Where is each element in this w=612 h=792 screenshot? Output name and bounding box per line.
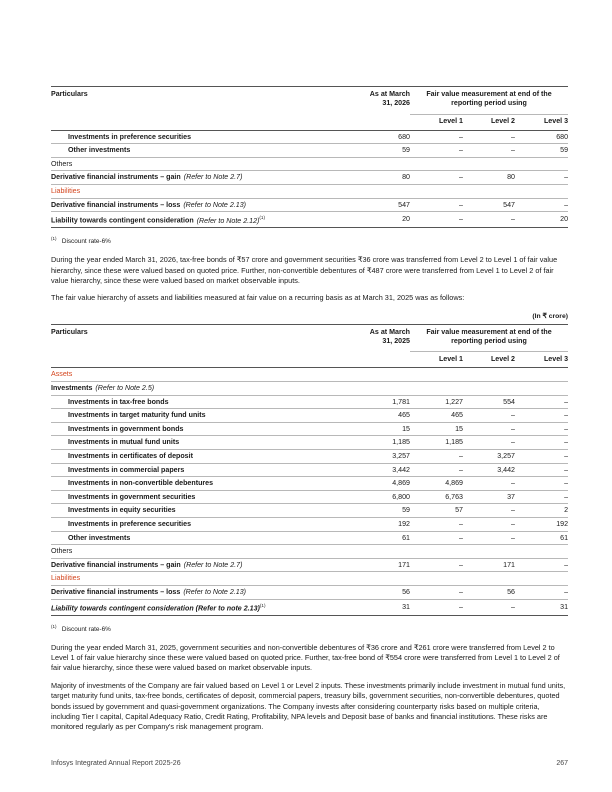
level-3-value: –	[515, 558, 568, 572]
row-label: Liability towards contingent consideration (Refer to Note 2.12)$^{(1)}$	[51, 212, 361, 228]
table-row	[51, 382, 568, 396]
as-at-value: 547	[361, 198, 410, 212]
row-label: Others	[51, 157, 361, 171]
level-3-value	[515, 572, 568, 586]
row-label: Investments in certificates of deposit	[51, 450, 361, 464]
level-3-value: 31	[515, 599, 568, 615]
row-label: Liabilities	[51, 572, 361, 586]
level-3-value: –	[515, 450, 568, 464]
row-label: Investments in equity securities	[51, 504, 361, 518]
level-3-value: 2	[515, 504, 568, 518]
level-1-value: –	[410, 198, 463, 212]
level-1-value: 15	[410, 422, 463, 436]
header-level-3: Level 3	[515, 114, 568, 130]
level-1-value: 465	[410, 409, 463, 423]
as-at-value: 4,869	[361, 477, 410, 491]
level-2-value: 56	[463, 585, 515, 599]
level-1-value: –	[410, 531, 463, 545]
level-2-value	[463, 545, 515, 559]
as-at-value: 59	[361, 504, 410, 518]
level-3-value: 192	[515, 517, 568, 531]
footnote-marker: (1)	[51, 236, 57, 242]
as-at-value: 171	[361, 558, 410, 572]
level-2-value: –	[463, 531, 515, 545]
level-2-value: –	[463, 212, 515, 228]
table-row	[51, 184, 568, 198]
level-2-value: 80	[463, 171, 515, 185]
level-2-value	[463, 382, 515, 396]
table-row	[51, 212, 568, 228]
level-1-value: –	[410, 212, 463, 228]
row-label: Investments (Refer to Note 2.5)	[51, 382, 361, 396]
level-2-value	[463, 368, 515, 382]
level-2-value: 554	[463, 395, 515, 409]
level-1-value	[410, 382, 463, 396]
footer-page-number: 267	[556, 760, 568, 767]
row-label: Investments in government bonds	[51, 422, 361, 436]
row-label: Others	[51, 545, 361, 559]
level-3-value: 680	[515, 130, 568, 144]
level-3-value	[515, 382, 568, 396]
row-label: Investments in preference securities	[51, 517, 361, 531]
row-label: Other investments	[51, 531, 361, 545]
header-as-at: As at March 31, 2026	[361, 87, 410, 115]
level-2-value: –	[463, 517, 515, 531]
table-row	[51, 130, 568, 144]
unit-label: (In ₹ crore)	[532, 312, 568, 320]
note-reference: (Refer to Note 2.5)	[95, 384, 155, 393]
table-row	[51, 477, 568, 491]
as-at-value	[361, 382, 410, 396]
table-row	[51, 558, 568, 572]
row-label: Investments in preference securities	[51, 130, 361, 144]
paragraph-intro-2025: The fair value hierarchy of assets and liabilities measured at fair value on a recurring basis as at March 31, 2025 was as follows:	[51, 293, 465, 303]
table-row	[51, 171, 568, 185]
level-1-value: –	[410, 558, 463, 572]
level-3-value: 59	[515, 144, 568, 158]
level-3-value: 61	[515, 531, 568, 545]
level-3-value: –	[515, 477, 568, 491]
level-2-value	[463, 157, 515, 171]
as-at-value: 20	[361, 212, 410, 228]
row-label: Investments in government securities	[51, 490, 361, 504]
level-1-value: –	[410, 144, 463, 158]
header-level-1: Level 1	[410, 352, 463, 368]
header-fair-value: Fair value measurement at end of the reporting period using	[410, 87, 568, 115]
note-reference: (Refer to Note 2.13)	[183, 200, 247, 209]
level-1-value: 6,763	[410, 490, 463, 504]
table-row	[51, 585, 568, 599]
header-blank	[361, 352, 410, 368]
row-label: Derivative financial instruments – gain (Refer to Note 2.7)	[51, 558, 361, 572]
header-particulars: Particulars	[51, 87, 361, 115]
level-1-value: –	[410, 599, 463, 615]
table-row	[51, 545, 568, 559]
level-2-value	[463, 572, 515, 586]
row-label: Other investments	[51, 144, 361, 158]
table-row	[51, 144, 568, 158]
level-2-value: –	[463, 130, 515, 144]
page-content	[51, 86, 568, 733]
paragraph-transfers-2026: During the year ended March 31, 2026, tax-free bonds of ₹57 crore and government securities ₹36 crore was transferred from Level 2 to Level 1 of fair value hierarchy, since these were valued based on quoted price. Further, non-convertible debentures of ₹487 crore were transferred from Level 1 to Level 2 of fair value hierarchy, since these were valued based on market observable inputs.	[51, 255, 558, 286]
as-at-value	[361, 184, 410, 198]
level-3-value: –	[515, 463, 568, 477]
as-at-value	[361, 545, 410, 559]
as-at-value	[361, 368, 410, 382]
level-1-value: –	[410, 171, 463, 185]
table-row	[51, 422, 568, 436]
level-1-value: –	[410, 517, 463, 531]
level-1-value	[410, 157, 463, 171]
row-label: Liabilities	[51, 184, 361, 198]
level-2-value: 37	[463, 490, 515, 504]
header-level-3: Level 3	[515, 352, 568, 368]
row-label: Investments in non-convertible debentures	[51, 477, 361, 491]
table-row	[51, 368, 568, 382]
level-3-value: –	[515, 198, 568, 212]
table-row	[51, 599, 568, 615]
level-2-value: –	[463, 409, 515, 423]
paragraph-transfers-2025: During the year ended March 31, 2025, government securities and non-convertible debentures of ₹36 crore and ₹261 crore were transferred from Level 2 to Level 1 of fair value hierarchy since these were valued based on quoted price. Further, tax-free bond of ₹554 crore were transferred from Level 1 to Level 2 of fair value hierarchy, since these were valued based on market observable inputs.	[51, 642, 560, 673]
row-label: Derivative financial instruments – loss (Refer to Note 2.13)	[51, 585, 361, 599]
level-3-value: –	[515, 436, 568, 450]
as-at-value: 680	[361, 130, 410, 144]
row-label: Investments in target maturity fund units	[51, 409, 361, 423]
table-row	[51, 409, 568, 423]
table-row	[51, 572, 568, 586]
as-at-value: 61	[361, 531, 410, 545]
note-reference: (Refer to Note 2.12)	[196, 216, 260, 225]
table-row	[51, 531, 568, 545]
level-2-value: –	[463, 599, 515, 615]
level-1-value: –	[410, 450, 463, 464]
as-at-value: 31	[361, 599, 410, 615]
as-at-value: 15	[361, 422, 410, 436]
level-1-value	[410, 184, 463, 198]
header-fair-value: Fair value measurement at end of the reporting period using	[410, 324, 568, 352]
level-2-value: –	[463, 477, 515, 491]
table-row	[51, 463, 568, 477]
header-level-2: Level 2	[463, 114, 515, 130]
level-1-value: –	[410, 585, 463, 599]
row-label: Investments in mutual fund units	[51, 436, 361, 450]
header-blank	[361, 114, 410, 130]
as-at-value: 6,800	[361, 490, 410, 504]
level-2-value: –	[463, 422, 515, 436]
note-reference: (Refer to Note 2.7)	[183, 173, 243, 182]
table-row	[51, 198, 568, 212]
level-1-value: 1,185	[410, 436, 463, 450]
level-1-value: 4,869	[410, 477, 463, 491]
level-2-value	[463, 184, 515, 198]
as-at-value: 1,781	[361, 395, 410, 409]
footnote-marker: (1)	[259, 602, 266, 608]
as-at-value: 80	[361, 171, 410, 185]
header-level-1: Level 1	[410, 114, 463, 130]
header-as-at: As at March 31, 2025	[361, 324, 410, 352]
header-level-2: Level 2	[463, 352, 515, 368]
note-reference: (Refer to Note 2.7)	[183, 560, 243, 569]
level-3-value: –	[515, 395, 568, 409]
level-2-value: 3,257	[463, 450, 515, 464]
level-2-value: 171	[463, 558, 515, 572]
as-at-value: 192	[361, 517, 410, 531]
table-row	[51, 157, 568, 171]
level-2-value: 547	[463, 198, 515, 212]
fair-value-table-2025	[51, 324, 568, 616]
row-label: Investments in commercial papers	[51, 463, 361, 477]
level-2-value: –	[463, 504, 515, 518]
level-3-value: –	[515, 585, 568, 599]
level-3-value	[515, 545, 568, 559]
level-1-value	[410, 368, 463, 382]
level-2-value: –	[463, 436, 515, 450]
level-3-value	[515, 157, 568, 171]
note-reference: (Refer to Note 2.13)	[183, 587, 247, 596]
table-row	[51, 436, 568, 450]
footnote-text: Discount rate-6%	[61, 238, 111, 246]
level-3-value	[515, 368, 568, 382]
header-blank	[51, 114, 361, 130]
table-row	[51, 450, 568, 464]
as-at-value	[361, 572, 410, 586]
level-3-value: 20	[515, 212, 568, 228]
level-3-value: –	[515, 490, 568, 504]
footnote-marker: (1)	[259, 215, 266, 221]
level-3-value	[515, 184, 568, 198]
as-at-value: 3,442	[361, 463, 410, 477]
header-blank	[51, 352, 361, 368]
table-row	[51, 504, 568, 518]
fair-value-table-2026	[51, 86, 568, 228]
as-at-value: 1,185	[361, 436, 410, 450]
level-3-value: –	[515, 171, 568, 185]
table-row	[51, 490, 568, 504]
level-2-value: 3,442	[463, 463, 515, 477]
level-3-value: –	[515, 422, 568, 436]
footnote-marker: (1)	[51, 623, 57, 629]
level-1-value: –	[410, 463, 463, 477]
table2-footnote	[51, 624, 568, 633]
level-3-value: –	[515, 409, 568, 423]
footer-report-title: Infosys Integrated Annual Report 2025-26	[51, 760, 181, 767]
row-label: Liability towards contingent consideration (Refer to note 2.13)$^{(1)}$	[51, 599, 361, 615]
table1-footnote	[51, 236, 568, 245]
row-label: Assets	[51, 368, 361, 382]
as-at-value: 3,257	[361, 450, 410, 464]
level-1-value	[410, 572, 463, 586]
level-1-value: 57	[410, 504, 463, 518]
table-row	[51, 517, 568, 531]
level-1-value: –	[410, 130, 463, 144]
table-row	[51, 395, 568, 409]
as-at-value: 59	[361, 144, 410, 158]
paragraph-risk-management: Majority of investments of the Company are fair valued based on Level 1 or Level 2 inputs. These investments primarily include investment in mutual fund units, target maturity fund units, tax-free bonds, certificates of deposit, commercial papers, treasury bills, government securities, non-convertible debentures, quoted bonds issued by government and quasi-government organizations. The Company invests after considering counterparty risks based on multiple criteria, including Tier I capital, Capital Adequacy Ratio, Credit Rating, Profitability, NPA levels and Deposit base of banks and financial institutions. These risks are monitored regularly as per Company's risk management program.	[51, 680, 566, 732]
footnote-text: Discount rate-6%	[61, 625, 111, 633]
as-at-value: 465	[361, 409, 410, 423]
level-1-value: 1,227	[410, 395, 463, 409]
as-at-value	[361, 157, 410, 171]
as-at-value: 56	[361, 585, 410, 599]
row-label: Investments in tax-free bonds	[51, 395, 361, 409]
header-particulars: Particulars	[51, 324, 361, 352]
row-label: Derivative financial instruments – gain (Refer to Note 2.7)	[51, 171, 361, 185]
level-2-value: –	[463, 144, 515, 158]
level-1-value	[410, 545, 463, 559]
row-label: Derivative financial instruments – loss (Refer to Note 2.13)	[51, 198, 361, 212]
